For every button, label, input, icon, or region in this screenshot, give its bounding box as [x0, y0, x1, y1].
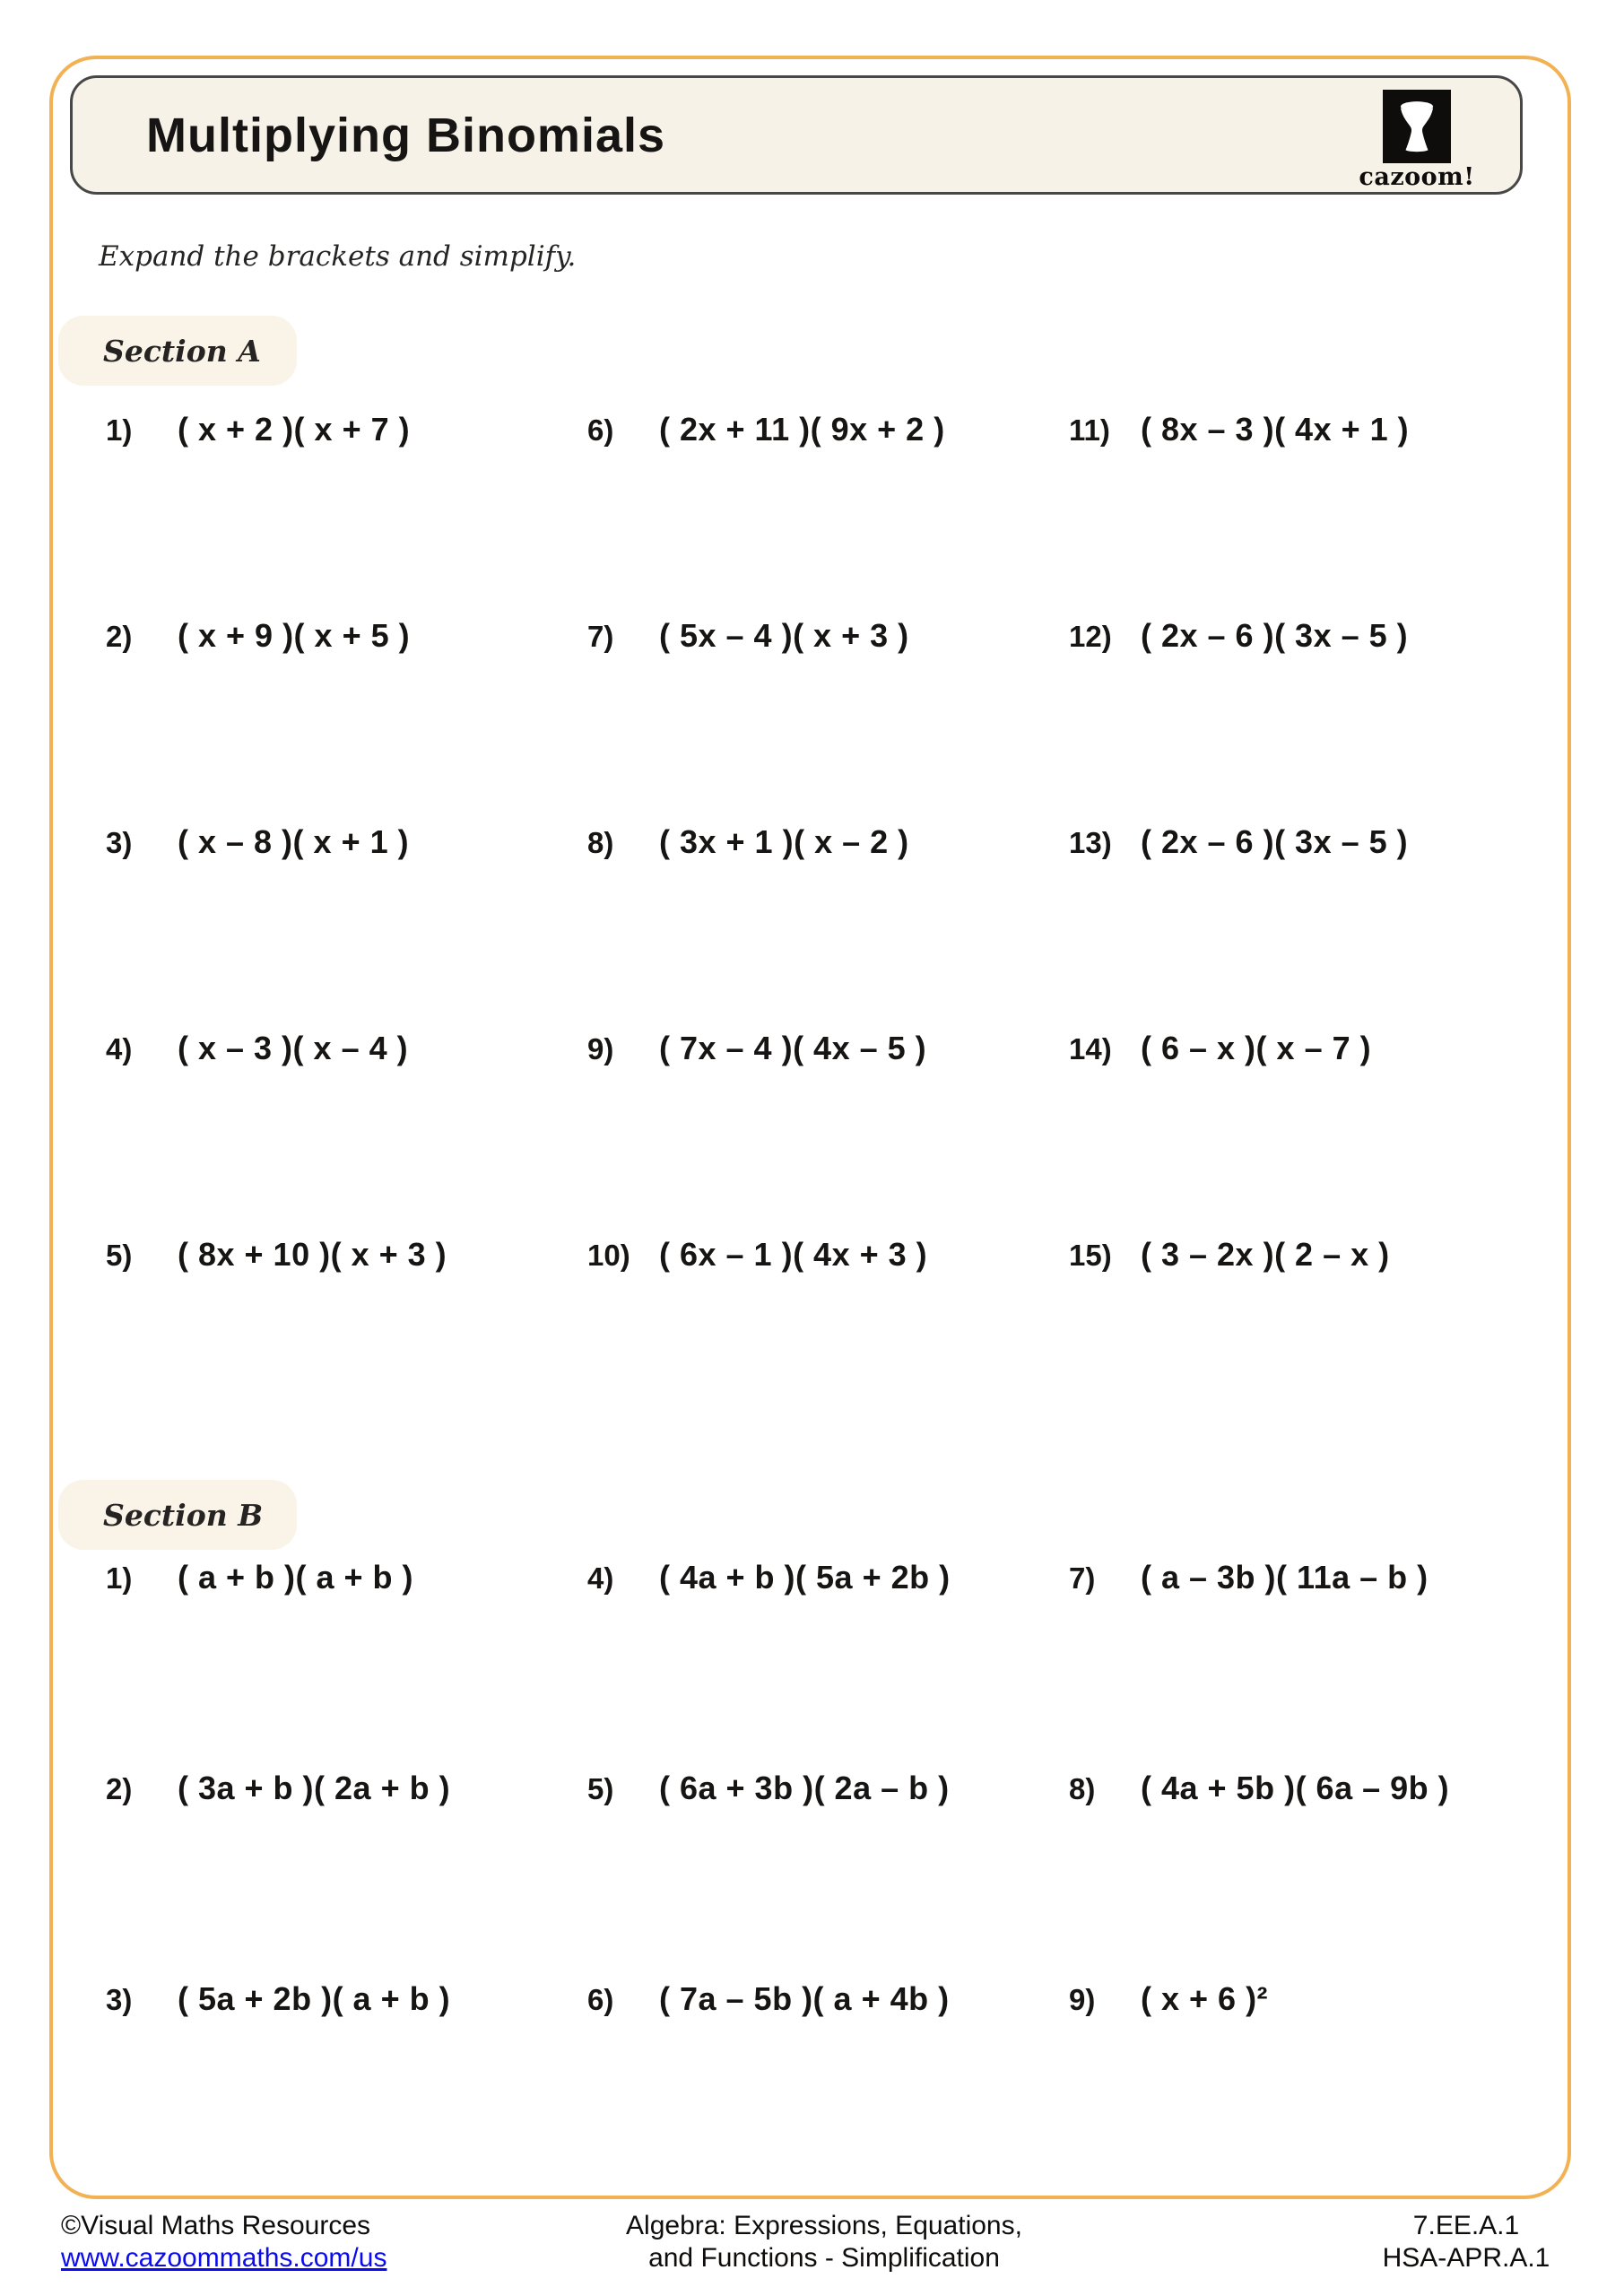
- problem-expression: ( x – 3 )( x – 4 ): [178, 1030, 409, 1066]
- problem-expression: ( 5a + 2b )( a + b ): [178, 1980, 451, 2017]
- problem-expression: ( x + 6 )²: [1141, 1980, 1269, 2017]
- copyright-text: ©Visual Maths Resources: [61, 2211, 371, 2240]
- problem-item: [587, 411, 1069, 617]
- problem-item: [587, 1980, 1069, 2191]
- problem-number: 6): [587, 413, 614, 447]
- section-b-problems: [106, 1559, 1550, 2191]
- problem-number: 14): [1069, 1032, 1112, 1065]
- problem-item: [1069, 1770, 1550, 1980]
- problem-item: [106, 411, 587, 617]
- problem-expression: ( a – 3b )( 11a – b ): [1141, 1559, 1429, 1596]
- footer-topic: [438, 2210, 1211, 2274]
- problem-item: [587, 1770, 1069, 1980]
- standard-code-1: 7.EE.A.1: [1412, 2211, 1520, 2240]
- problem-expression: ( 8x – 3 )( 4x + 1 ): [1141, 411, 1410, 448]
- problem-expression: ( 6 – x )( x – 7 ): [1141, 1030, 1372, 1066]
- problem-expression: ( 6x – 1 )( 4x + 3 ): [659, 1236, 928, 1273]
- problem-expression: ( a + b )( a + b ): [178, 1559, 414, 1596]
- section-a-problems: [106, 411, 1550, 1442]
- problem-item: [1069, 617, 1550, 823]
- problem-item: [1069, 1559, 1550, 1770]
- problem-item: [1069, 1236, 1550, 1442]
- problem-number: 12): [1069, 620, 1112, 653]
- problem-item: [106, 1559, 587, 1770]
- section-b-label-text: Section B: [103, 1497, 264, 1533]
- footer-standards: [1354, 2210, 1578, 2274]
- problem-number: 4): [587, 1561, 614, 1595]
- problem-item: [106, 823, 587, 1030]
- problem-number: 8): [587, 826, 614, 859]
- footer-attribution: [61, 2210, 438, 2274]
- problem-item: [587, 1236, 1069, 1442]
- problem-item: [106, 1030, 587, 1236]
- problem-number: 11): [1069, 413, 1110, 447]
- problem-number: 10): [587, 1239, 630, 1272]
- problem-item: [1069, 411, 1550, 617]
- problem-number: 6): [587, 1983, 614, 2016]
- problem-expression: ( 4a + 5b )( 6a – 9b ): [1141, 1770, 1450, 1806]
- problem-item: [587, 823, 1069, 1030]
- problem-expression: ( 6a + 3b )( 2a – b ): [659, 1770, 950, 1806]
- problem-number: 1): [106, 413, 133, 447]
- problem-number: 8): [1069, 1772, 1096, 1805]
- page-footer: [61, 2210, 1578, 2274]
- problem-item: [106, 1236, 587, 1442]
- problem-number: 13): [1069, 826, 1112, 859]
- problem-item: [1069, 823, 1550, 1030]
- problem-expression: ( x + 9 )( x + 5 ): [178, 617, 411, 654]
- problem-number: 2): [106, 620, 133, 653]
- problem-item: [587, 1030, 1069, 1236]
- problem-number: 9): [587, 1032, 614, 1065]
- problem-number: 7): [1069, 1561, 1096, 1595]
- problem-item: [587, 1559, 1069, 1770]
- brand-logo: [1359, 90, 1475, 191]
- problem-number: 4): [106, 1032, 133, 1065]
- problem-number: 2): [106, 1772, 133, 1805]
- problem-number: 3): [106, 1983, 133, 2016]
- problem-expression: ( x + 2 )( x + 7 ): [178, 411, 411, 448]
- problem-item: [106, 1980, 587, 2191]
- problem-expression: ( 2x – 6 )( 3x – 5 ): [1141, 823, 1409, 860]
- problem-expression: ( 8x + 10 )( x + 3 ): [178, 1236, 447, 1273]
- problem-number: 5): [587, 1772, 614, 1805]
- problem-expression: ( 4a + b )( 5a + 2b ): [659, 1559, 951, 1596]
- problem-expression: ( 5x – 4 )( x + 3 ): [659, 617, 909, 654]
- problem-item: [106, 1770, 587, 1980]
- topic-line-2: and Functions - Simplification: [648, 2243, 1000, 2273]
- problem-expression: ( 2x + 11 )( 9x + 2 ): [659, 411, 945, 448]
- problem-expression: ( 2x – 6 )( 3x – 5 ): [1141, 617, 1409, 654]
- topic-line-1: Algebra: Expressions, Equations,: [626, 2211, 1022, 2240]
- problem-number: 15): [1069, 1239, 1112, 1272]
- website-link[interactable]: www.cazoommaths.com/us: [61, 2243, 387, 2273]
- problem-item: [1069, 1030, 1550, 1236]
- standard-code-2: HSA-APR.A.1: [1382, 2243, 1550, 2273]
- problem-number: 9): [1069, 1983, 1096, 2016]
- page-title: Multiplying Binomials: [146, 108, 666, 162]
- djembe-drum-icon: [1383, 90, 1451, 163]
- problem-expression: ( 7x – 4 )( 4x – 5 ): [659, 1030, 927, 1066]
- section-a-label-text: Section A: [103, 333, 261, 369]
- problem-item: [587, 617, 1069, 823]
- problem-expression: ( 3x + 1 )( x – 2 ): [659, 823, 909, 860]
- section-b-label: [58, 1480, 297, 1550]
- problem-expression: ( 3a + b )( 2a + b ): [178, 1770, 451, 1806]
- problem-number: 5): [106, 1239, 133, 1272]
- section-a-label: [58, 316, 297, 386]
- problem-expression: ( x – 8 )( x + 1 ): [178, 823, 410, 860]
- problem-number: 1): [106, 1561, 133, 1595]
- instruction-text: Expand the brackets and simplify.: [99, 240, 577, 273]
- title-bar: [70, 75, 1523, 195]
- problem-number: 7): [587, 620, 614, 653]
- problem-expression: ( 7a – 5b )( a + 4b ): [659, 1980, 950, 2017]
- problem-item: [106, 617, 587, 823]
- problem-item: [1069, 1980, 1550, 2191]
- brand-logo-text: cazoom!: [1359, 163, 1475, 191]
- problem-number: 3): [106, 826, 133, 859]
- problem-expression: ( 3 – 2x )( 2 – x ): [1141, 1236, 1390, 1273]
